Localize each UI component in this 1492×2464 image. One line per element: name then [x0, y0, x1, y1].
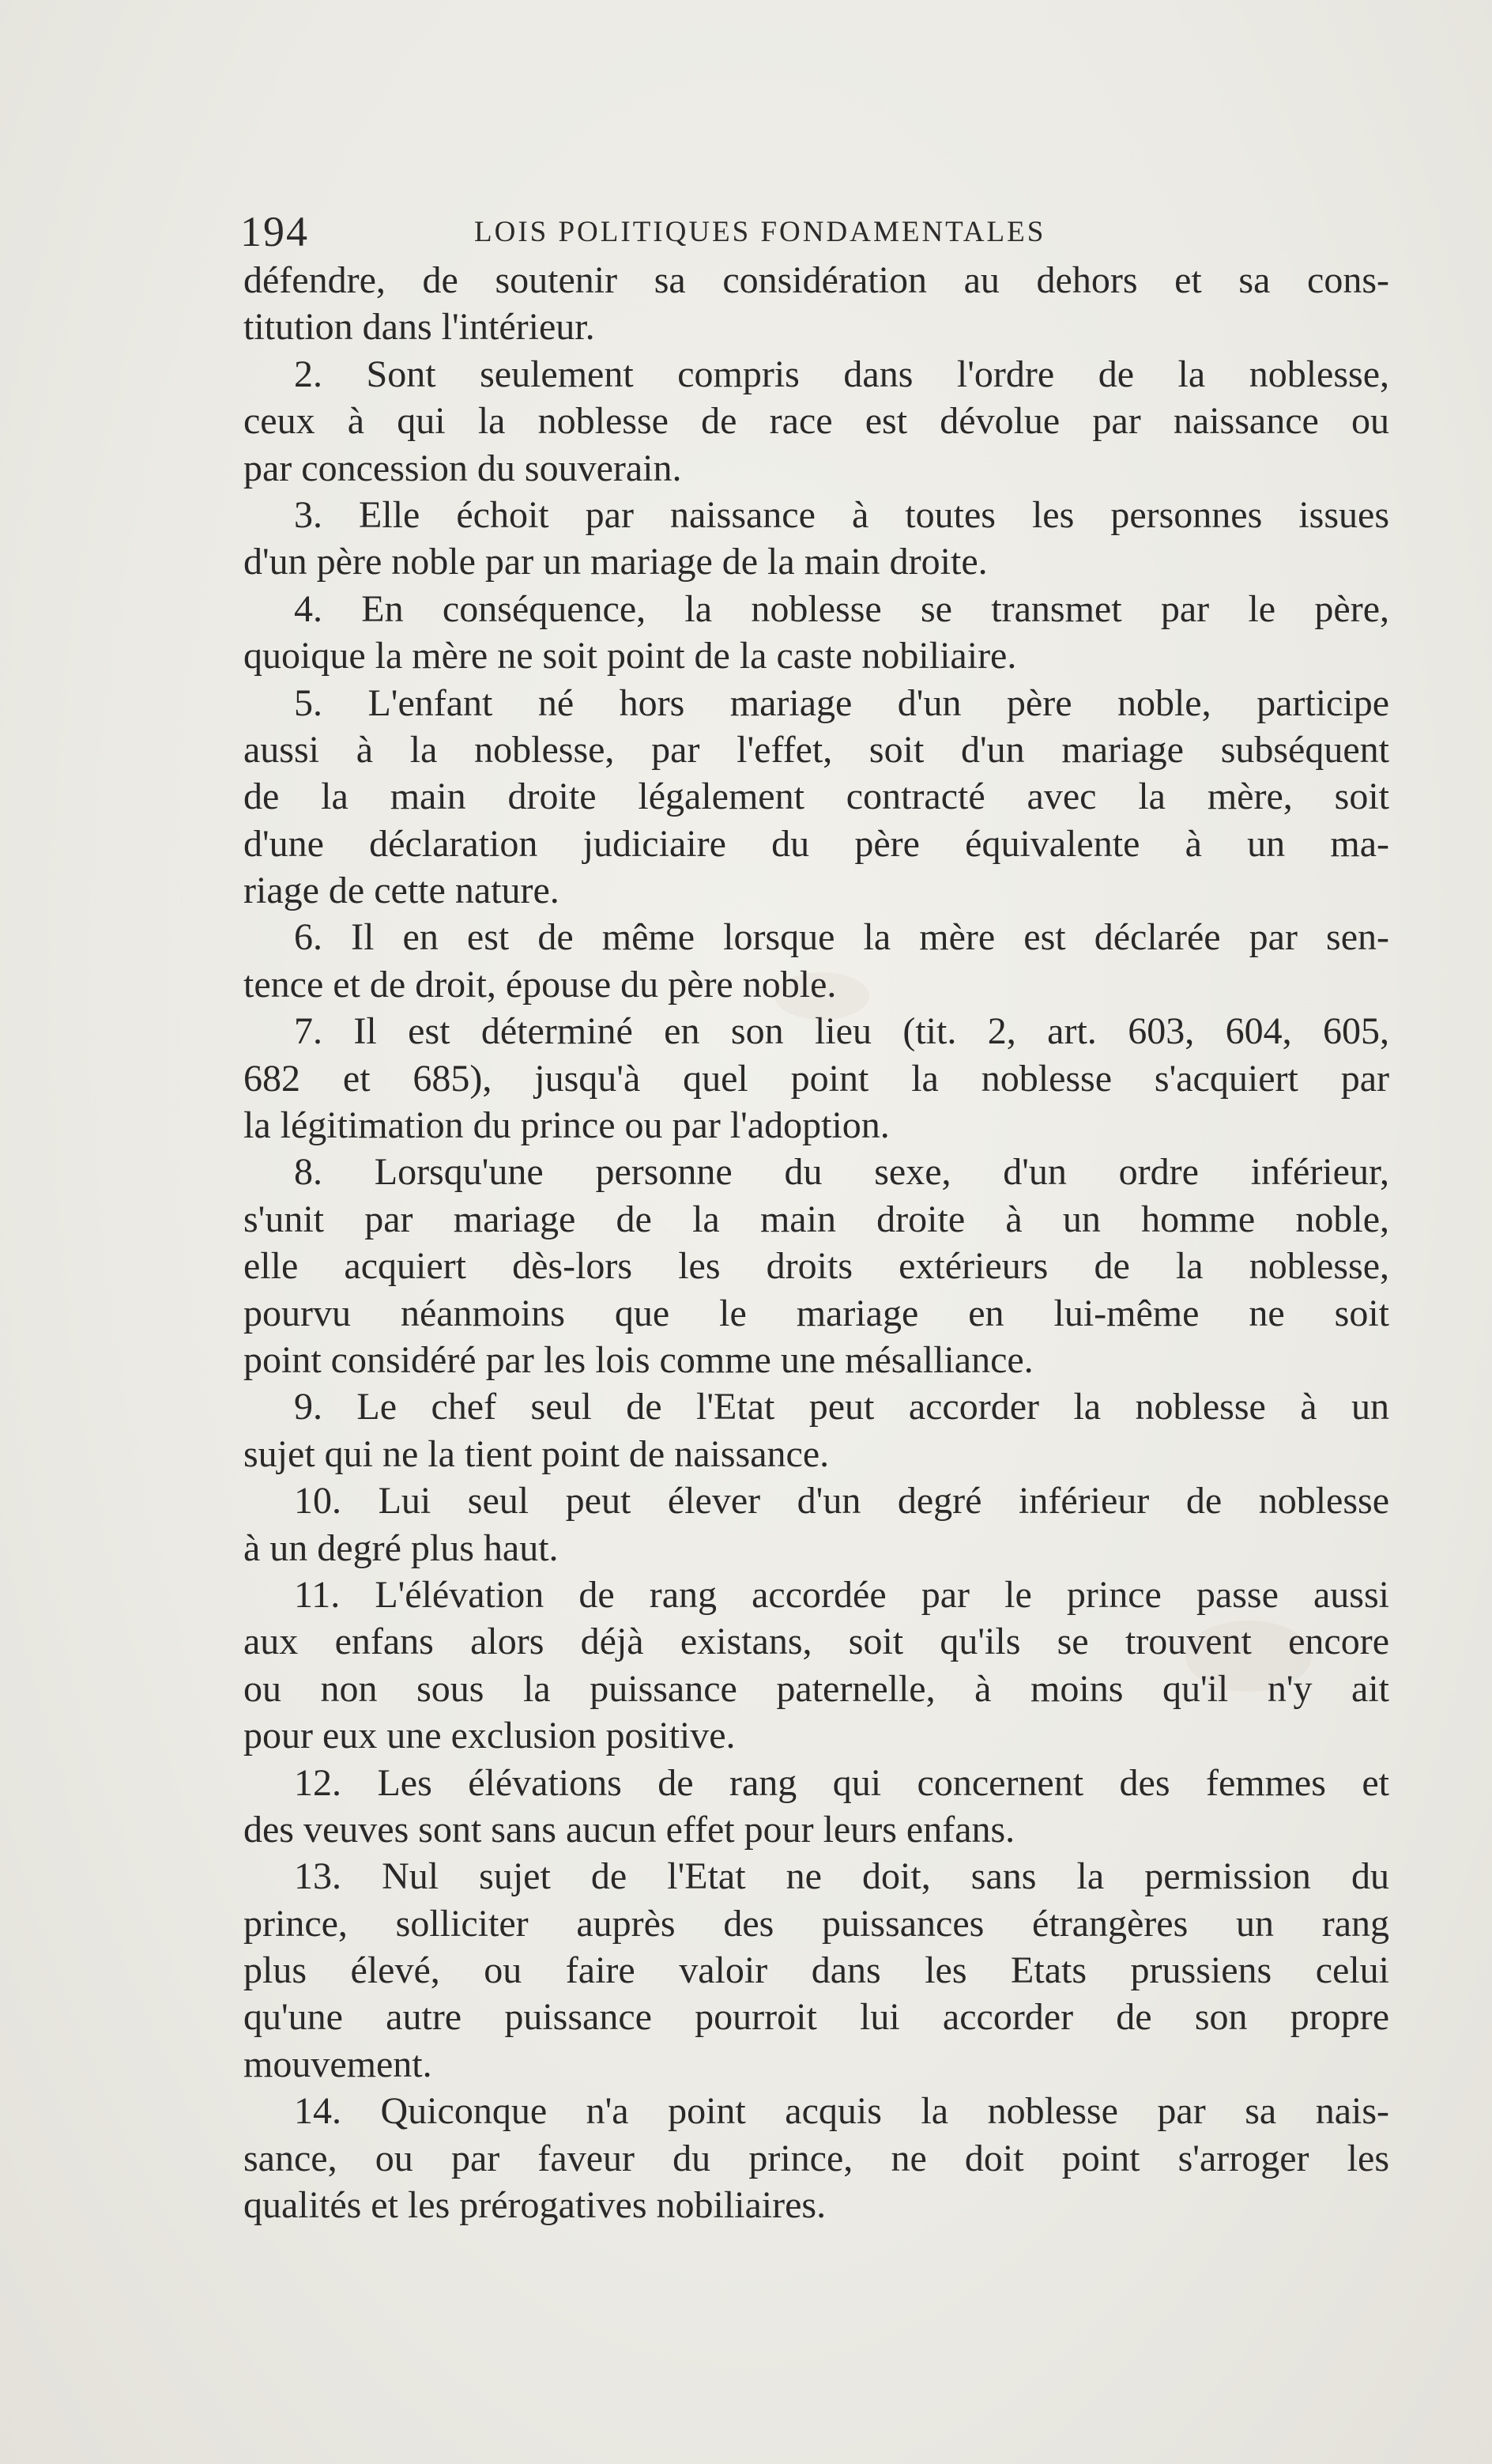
text-line: qu'une autre puissance pourroit lui accorder de son propre [243, 1996, 1389, 2039]
running-head [240, 204, 1394, 259]
text-line: riage de cette nature. [243, 870, 560, 912]
text-line: elle acquiert dès-lors les droits extérieurs de la noblesse, [243, 1245, 1389, 1288]
text-line: à un degré plus haut. [243, 1526, 559, 1569]
text-line: 7. Il est déterminé en son lieu (tit. 2, art. 603, 604, 605, [294, 1010, 1389, 1053]
text-line: prince, solliciter auprès des puissances étrangères un rang [243, 1902, 1389, 1945]
text-line: 12. Les élévations de rang qui concernent des femmes et [294, 1761, 1389, 1804]
text-line: ou non sous la puissance paternelle, à moins qu'il n'y ait [243, 1667, 1389, 1710]
text-line: mouvement. [243, 2043, 432, 2085]
text-line: titution dans l'intérieur. [243, 306, 595, 349]
text-line: ceux à qui la noblesse de race est dévolue par naissance ou [243, 400, 1389, 443]
text-line: pour eux une exclusion positive. [243, 1715, 736, 1757]
text-line: défendre, de soutenir sa considération au dehors et sa cons- [243, 259, 1389, 301]
text-line: 14. Quiconque n'a point acquis la noblesse par sa nais- [294, 2090, 1389, 2133]
text-line: 9. Le chef seul de l'Etat peut accorder la noblesse à un [294, 1386, 1389, 1428]
text-line: 13. Nul sujet de l'Etat ne doit, sans la permission du [294, 1855, 1389, 1898]
text-line: point considéré par les lois comme une mésalliance. [243, 1338, 1034, 1381]
text-line: 682 et 685), jusqu'à quel point la noblesse s'acquiert par [243, 1057, 1389, 1100]
running-title: LOIS POLITIQUES FONDAMENTALES [474, 216, 1046, 248]
text-line: sance, ou par faveur du prince, ne doit point s'arroger les [243, 2137, 1389, 2179]
text-line: par concession du souverain. [243, 447, 682, 489]
text-line: d'un père noble par un mariage de la main droite. [243, 541, 988, 583]
text-line: d'une déclaration judiciaire du père équivalente à un ma- [243, 822, 1389, 865]
text-line: aussi à la noblesse, par l'effet, soit d'un mariage subséquent [243, 728, 1389, 771]
text-line: la légitimation du prince ou par l'adoption. [243, 1104, 890, 1147]
text-line: quoique la mère ne soit point de la caste nobiliaire. [243, 635, 1017, 677]
text-line: plus élevé, ou faire valoir dans les Etats prussiens celui [243, 1949, 1389, 1992]
text-line: 8. Lorsqu'une personne du sexe, d'un ordre inférieur, [294, 1151, 1389, 1194]
text-line: s'unit par mariage de la main droite à un homme noble, [243, 1198, 1389, 1240]
text-line: 5. L'enfant né hors mariage d'un père noble, participe [294, 681, 1389, 724]
text-line: 2. Sont seulement compris dans l'ordre de la noblesse, [294, 353, 1389, 395]
text-line: de la main droite légalement contracté avec la mère, soit [243, 775, 1389, 818]
text-line: des veuves sont sans aucun effet pour leurs enfans. [243, 1808, 1015, 1851]
body-text [243, 257, 1389, 2228]
text-line: 6. Il en est de même lorsque la mère est déclarée par sen- [294, 916, 1389, 959]
text-line: aux enfans alors déjà existans, soit qu'ils se trouvent encore [243, 1621, 1389, 1663]
text-line: qualités et les prérogatives nobiliaires. [243, 2184, 827, 2227]
text-line: 11. L'élévation de rang accordée par le prince passe aussi [294, 1573, 1389, 1616]
text-line: 4. En conséquence, la noblesse se transmet par le père, [294, 587, 1389, 630]
text-line: 3. Elle échoit par naissance à toutes les personnes issues [294, 493, 1389, 536]
text-line: tence et de droit, épouse du père noble. [243, 963, 837, 1006]
text-line: sujet qui ne la tient point de naissance. [243, 1432, 830, 1475]
text-line: 10. Lui seul peut élever d'un degré inférieur de noblesse [294, 1480, 1389, 1523]
page-number: 194 [240, 208, 309, 255]
text-line: pourvu néanmoins que le mariage en lui-même ne soit [243, 1292, 1389, 1334]
